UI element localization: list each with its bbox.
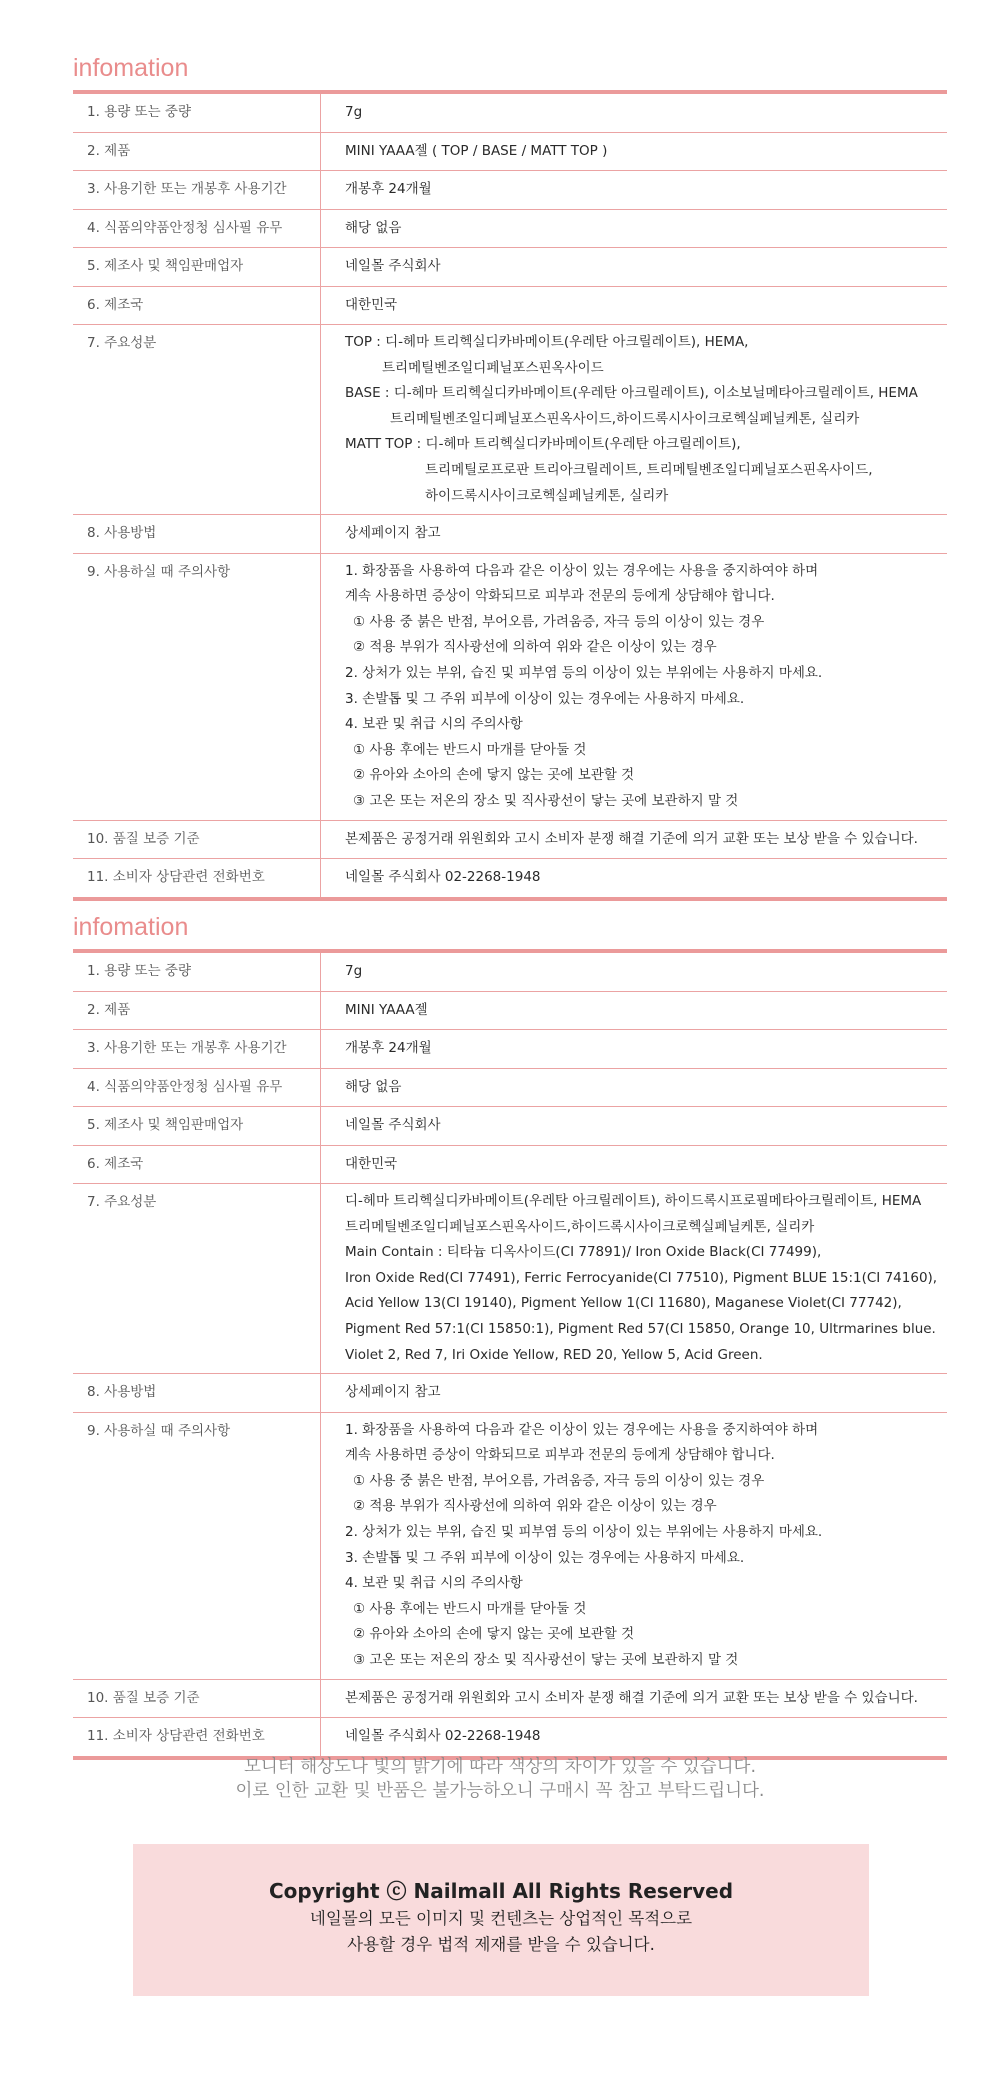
value-line: ③ 고온 또는 저온의 장소 및 직사광선이 닿는 곳에 보관하지 말 것 [353, 1652, 739, 1668]
copyright-title: Copyright ⓒ Nailmall All Rights Reserved [268, 1879, 734, 1903]
table-row [73, 325, 947, 515]
row-label: 3. 사용기한 또는 개봉후 사용기간 [73, 1030, 321, 1069]
row-label: 10. 품질 보증 기준 [73, 820, 321, 859]
value-line: 2. 상처가 있는 부위, 습진 및 피부염 등의 이상이 있는 부위에는 사용하지 마세요. [345, 665, 823, 682]
row-label: 2. 제품 [73, 132, 321, 171]
value-line: 계속 사용하면 증상이 악화되므로 피부과 전문의 등에게 상담해야 합니다. [345, 1447, 775, 1464]
row-value [321, 1030, 948, 1069]
table-row [73, 1374, 947, 1413]
table-row [73, 209, 947, 248]
value-line: 3. 손발톱 및 그 주위 피부에 이상이 있는 경우에는 사용하지 마세요. [345, 1549, 745, 1566]
row-value [321, 515, 948, 554]
value-line: 네일몰 주식회사 02-2268-1948 [345, 1728, 541, 1745]
row-label: 11. 소비자 상담관련 전화번호 [73, 859, 321, 899]
notice-line: 모니터 해상도나 빛의 밝기에 따라 색상의 차이가 있을 수 있습니다. [243, 1757, 757, 1777]
value-line: Main Contain : 티타늄 디옥사이드(CI 77891)/ Iron Oxide Black(CI 77499), [345, 1244, 822, 1261]
row-value [321, 1679, 948, 1718]
row-value [321, 553, 948, 820]
value-line: 하이드록시사이크로헥실페닐케톤, 실리카 [425, 487, 669, 504]
info-section-2 [73, 911, 947, 1760]
value-line: 네일몰 주식회사 [345, 1117, 441, 1133]
table-row [73, 951, 947, 991]
row-value [321, 1107, 948, 1146]
value-line: Pigment Red 57:1(CI 15850:1), Pigment Red 57(CI 15850, Orange 10, Ultrmarines blue. [345, 1320, 936, 1337]
value-line: ② 적용 부위가 직사광선에 의하여 위와 같은 이상이 있는 경우 [353, 639, 717, 656]
row-value [321, 859, 948, 899]
value-line: MATT TOP : 디-헤마 트리헥실디카바메이트(우레탄 아크릴레이트), [345, 436, 741, 453]
value-line: 개봉후 24개월 [345, 1040, 432, 1056]
value-line: 트리메틸벤조일디페닐포스핀옥사이드 [382, 359, 604, 376]
copyright-box [133, 1844, 869, 1996]
row-value [321, 325, 948, 515]
value-line: MINI YAAA젤 [345, 1001, 428, 1018]
copyright-line: 사용할 경우 법적 제재를 받을 수 있습니다. [347, 1935, 655, 1954]
value-line: 상세페이지 참고 [345, 525, 441, 542]
value-line: 3. 손발톱 및 그 주위 피부에 이상이 있는 경우에는 사용하지 마세요. [345, 690, 745, 707]
table-row [73, 171, 947, 210]
info-table [73, 90, 947, 901]
row-value [321, 1374, 948, 1413]
value-line: Iron Oxide Red(CI 77491), Ferric Ferrocyanide(CI 77510), Pigment BLUE 15:1(CI 74160), [345, 1269, 938, 1286]
row-label: 6. 제조국 [73, 286, 321, 325]
color-notice [0, 1755, 1000, 1803]
value-line: 계속 사용하면 증상이 악화되므로 피부과 전문의 등에게 상담해야 합니다. [345, 588, 775, 605]
value-line: 1. 화장품을 사용하여 다음과 같은 이상이 있는 경우에는 사용을 중지하여야 하며 [345, 562, 819, 579]
row-label: 6. 제조국 [73, 1145, 321, 1184]
value-line: 네일몰 주식회사 02-2268-1948 [345, 869, 541, 886]
copyright-line: 네일몰의 모든 이미지 및 컨텐츠는 상업적인 목적으로 [309, 1909, 693, 1928]
table-row [73, 820, 947, 859]
row-label: 10. 품질 보증 기준 [73, 1679, 321, 1718]
row-label: 1. 용량 또는 중량 [73, 951, 321, 991]
value-line: 해당 없음 [345, 1078, 402, 1095]
value-line: ① 사용 중 붉은 반점, 부어오름, 가려움증, 자극 등의 이상이 있는 경우 [353, 613, 765, 630]
row-value [321, 1145, 948, 1184]
value-line: 디-헤마 트리헥실디카바메이트(우레탄 아크릴레이트), 하이드록시프로필메타아크릴레이트, HEMA [345, 1193, 922, 1209]
row-value [321, 991, 948, 1030]
row-value [321, 1068, 948, 1107]
info-table [73, 949, 947, 1760]
value-line: 트리메틸로프로판 트리아크릴레이트, 트리메틸벤조일디페닐포스핀옥사이드, [425, 461, 873, 478]
value-line: 개봉후 24개월 [345, 181, 432, 197]
table-row [73, 1184, 947, 1374]
table-row [73, 286, 947, 325]
table-row [73, 553, 947, 820]
row-label: 7. 주요성분 [73, 1184, 321, 1374]
row-value [321, 209, 948, 248]
row-value [321, 951, 948, 991]
value-line: ① 사용 중 붉은 반점, 부어오름, 가려움증, 자극 등의 이상이 있는 경우 [353, 1472, 765, 1489]
row-label: 1. 용량 또는 중량 [73, 92, 321, 132]
value-line: BASE : 디-헤마 트리헥실디카바메이트(우레탄 아크릴레이트), 이소보닐메타아크릴레이트, HEMA [345, 385, 918, 402]
value-line: ② 유아와 소아의 손에 닿지 않는 곳에 보관할 것 [353, 1626, 635, 1643]
row-label: 5. 제조사 및 책임판매업자 [73, 248, 321, 287]
value-line: ① 사용 후에는 반드시 마개를 닫아둘 것 [353, 741, 587, 758]
value-line: ② 적용 부위가 직사광선에 의하여 위와 같은 이상이 있는 경우 [353, 1498, 717, 1515]
value-line: 7g [345, 104, 363, 120]
row-label: 9. 사용하실 때 주의사항 [73, 1412, 321, 1679]
value-line: 해당 없음 [345, 219, 402, 236]
value-line: TOP : 디-헤마 트리헥실디카바메이트(우레탄 아크릴레이트), HEMA, [345, 334, 749, 350]
row-value [321, 1718, 948, 1758]
row-label: 7. 주요성분 [73, 325, 321, 515]
value-line: ① 사용 후에는 반드시 마개를 닫아둘 것 [353, 1600, 587, 1617]
value-line: MINI YAAA젤 ( TOP / BASE / MATT TOP ) [345, 142, 608, 159]
table-row [73, 92, 947, 132]
value-line: 7g [345, 963, 363, 979]
value-line: 트리메틸벤조일디페닐포스핀옥사이드,하이드록시사이크로헥실페닐케톤, 실리카 [345, 1218, 815, 1235]
value-line: 본제품은 공정거래 위원회와 고시 소비자 분쟁 해결 기준에 의거 교환 또는 보상 받을 수 있습니다. [345, 830, 918, 847]
info-section-1 [73, 52, 947, 901]
value-line: 본제품은 공정거래 위원회와 고시 소비자 분쟁 해결 기준에 의거 교환 또는 보상 받을 수 있습니다. [345, 1689, 918, 1706]
row-label: 8. 사용방법 [73, 1374, 321, 1413]
table-row [73, 991, 947, 1030]
table-row [73, 859, 947, 899]
row-label: 3. 사용기한 또는 개봉후 사용기간 [73, 171, 321, 210]
value-line: 네일몰 주식회사 [345, 258, 441, 274]
value-line: 트리메틸벤조일디페닐포스핀옥사이드,하이드록시사이크로헥실페닐케톤, 실리카 [390, 410, 860, 427]
table-row [73, 1718, 947, 1758]
value-line: Acid Yellow 13(CI 19140), Pigment Yellow 1(CI 11680), Maganese Violet(CI 77742), [345, 1295, 902, 1312]
table-row [73, 1412, 947, 1679]
row-label: 8. 사용방법 [73, 515, 321, 554]
row-value [321, 286, 948, 325]
section-title: infomation [73, 913, 189, 941]
table-row [73, 1145, 947, 1184]
value-line: 4. 보관 및 취급 시의 주의사항 [345, 1575, 523, 1592]
row-value [321, 92, 948, 132]
row-value [321, 1184, 948, 1374]
row-value [321, 1412, 948, 1679]
table-row [73, 1107, 947, 1146]
value-line: 2. 상처가 있는 부위, 습진 및 피부염 등의 이상이 있는 부위에는 사용하지 마세요. [345, 1524, 823, 1541]
table-row [73, 515, 947, 554]
row-value [321, 820, 948, 859]
table-row [73, 248, 947, 287]
value-line: ② 유아와 소아의 손에 닿지 않는 곳에 보관할 것 [353, 767, 635, 784]
value-line: 대한민국 [345, 296, 398, 313]
value-line: Violet 2, Red 7, Iri Oxide Yellow, RED 20, Yellow 5, Acid Green. [345, 1346, 763, 1363]
table-row [73, 1068, 947, 1107]
row-label: 4. 식품의약품안정청 심사필 유무 [73, 209, 321, 248]
value-line: 1. 화장품을 사용하여 다음과 같은 이상이 있는 경우에는 사용을 중지하여야 하며 [345, 1421, 819, 1438]
table-row [73, 1030, 947, 1069]
row-label: 4. 식품의약품안정청 심사필 유무 [73, 1068, 321, 1107]
table-row [73, 132, 947, 171]
row-value [321, 132, 948, 171]
notice-line: 이로 인한 교환 및 반품은 불가능하오니 구매시 꼭 참고 부탁드립니다. [235, 1781, 765, 1801]
row-label: 5. 제조사 및 책임판매업자 [73, 1107, 321, 1146]
section-title: infomation [73, 54, 189, 82]
row-value [321, 171, 948, 210]
table-row [73, 1679, 947, 1718]
value-line: 상세페이지 참고 [345, 1384, 441, 1401]
row-label: 2. 제품 [73, 991, 321, 1030]
row-value [321, 248, 948, 287]
row-label: 11. 소비자 상담관련 전화번호 [73, 1718, 321, 1758]
value-line: 대한민국 [345, 1155, 398, 1172]
row-label: 9. 사용하실 때 주의사항 [73, 553, 321, 820]
value-line: 4. 보관 및 취급 시의 주의사항 [345, 716, 523, 733]
value-line: ③ 고온 또는 저온의 장소 및 직사광선이 닿는 곳에 보관하지 말 것 [353, 793, 739, 809]
